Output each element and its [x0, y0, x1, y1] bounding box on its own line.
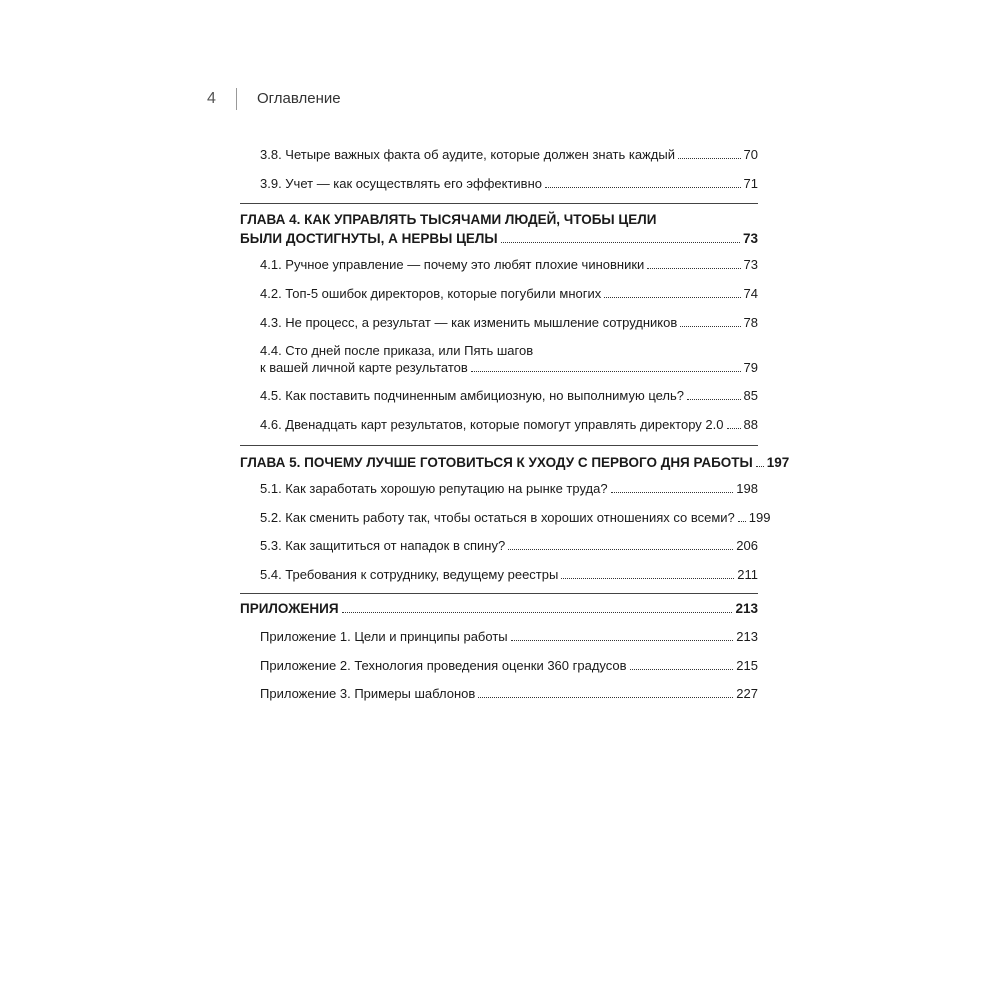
toc-entry-3-8[interactable]	[260, 147, 758, 162]
toc-entry-4-1[interactable]	[260, 257, 758, 272]
toc-entry-5-2[interactable]	[260, 510, 771, 525]
toc-appendix-3[interactable]	[260, 686, 758, 701]
toc-entry-5-1[interactable]	[260, 481, 758, 496]
toc-entry-page: 71	[743, 176, 758, 191]
toc-entry-text: 4.6. Двенадцать карт результатов, которые помогут управлять директору 2.0	[260, 417, 724, 432]
toc-entry-page: 70	[743, 147, 758, 162]
section-divider	[240, 445, 758, 446]
appendix-title: ПРИЛОЖЕНИЯ	[240, 601, 339, 616]
dot-leader	[561, 578, 734, 579]
dot-leader	[738, 521, 746, 522]
dot-leader	[680, 326, 740, 327]
dot-leader	[604, 297, 740, 298]
chapter-page: 73	[742, 231, 758, 246]
dot-leader	[611, 492, 734, 493]
page-number: 4	[207, 90, 216, 107]
dot-leader	[727, 428, 741, 429]
toc-entry-page: 211	[737, 567, 758, 582]
toc-entry-4-6[interactable]	[260, 417, 758, 432]
toc-entry-text: 4.5. Как поставить подчиненным амбициозную, но выполнимую цель?	[260, 388, 685, 403]
toc-entry-4-3[interactable]	[260, 315, 758, 330]
dot-leader	[342, 612, 733, 613]
appendix-page: 213	[735, 601, 758, 616]
section-divider	[240, 593, 758, 594]
chapter-4-title-line1[interactable]: ГЛАВА 4. КАК УПРАВЛЯТЬ ТЫСЯЧАМИ ЛЮДЕЙ, ЧТОБЫ ЦЕЛИ	[240, 212, 657, 227]
dot-leader	[545, 187, 741, 188]
toc-chapter-4[interactable]	[240, 231, 758, 246]
dot-leader	[508, 549, 733, 550]
toc-entry-text: к вашей личной карте результатов	[260, 360, 468, 375]
dot-leader	[756, 466, 764, 467]
chapter-title: ГЛАВА 5. ПОЧЕМУ ЛУЧШЕ ГОТОВИТЬСЯ К УХОДУ С ПЕРВОГО ДНЯ РАБОТЫ	[240, 455, 753, 470]
toc-entry-page: 79	[743, 360, 758, 375]
chapter-title: БЫЛИ ДОСТИГНУТЫ, А НЕРВЫ ЦЕЛЫ	[240, 231, 498, 246]
toc-entry-text: 4.3. Не процесс, а результат — как изменить мышление сотрудников	[260, 315, 678, 330]
toc-entry-page: 213	[736, 629, 758, 644]
toc-appendix[interactable]	[240, 601, 758, 616]
toc-entry-text: 4.2. Топ-5 ошибок директоров, которые погубили многих	[260, 286, 602, 301]
toc-entry-page: 206	[736, 538, 758, 553]
toc-entry-5-3[interactable]	[260, 538, 758, 553]
header-divider	[236, 88, 237, 110]
toc-entry-3-9[interactable]	[260, 176, 758, 191]
toc-entry-text: 5.2. Как сменить работу так, чтобы остаться в хороших отношениях со всеми?	[260, 510, 735, 525]
toc-entry-page: 74	[743, 286, 758, 301]
chapter-page: 197	[766, 455, 790, 470]
toc-entry-text: 4.1. Ручное управление — почему это любят плохие чиновники	[260, 257, 645, 272]
section-divider	[240, 203, 758, 204]
toc-appendix-1[interactable]	[260, 629, 758, 644]
toc-entry-text: 3.8. Четыре важных факта об аудите, которые должен знать каждый	[260, 147, 675, 162]
toc-entry-4-4-line1[interactable]: 4.4. Сто дней после приказа, или Пять шагов	[260, 343, 534, 358]
toc-entry-page: 215	[736, 658, 758, 673]
toc-entry-text: Приложение 2. Технология проведения оценки 360 градусов	[260, 658, 627, 673]
toc-entry-5-4[interactable]	[260, 567, 758, 582]
toc-entry-page: 88	[743, 417, 758, 432]
page-header	[207, 88, 507, 112]
toc-entry-text: Приложение 3. Примеры шаблонов	[260, 686, 476, 701]
toc-entry-4-2[interactable]	[260, 286, 758, 301]
dot-leader	[678, 158, 741, 159]
toc-entry-page: 85	[743, 388, 758, 403]
toc-entry-page: 227	[736, 686, 758, 701]
toc-entry-4-5[interactable]	[260, 388, 758, 403]
toc-entry-page: 199	[748, 510, 771, 525]
toc-entry-page: 78	[743, 315, 758, 330]
dot-leader	[630, 669, 734, 670]
dot-leader	[511, 640, 734, 641]
toc-entry-page: 73	[743, 257, 758, 272]
toc-chapter-5[interactable]	[240, 455, 790, 470]
toc-entry-text: 3.9. Учет — как осуществлять его эффективно	[260, 176, 542, 191]
toc-entry-text: 5.4. Требования к сотруднику, ведущему реестры	[260, 567, 559, 582]
dot-leader	[647, 268, 740, 269]
toc-appendix-2[interactable]	[260, 658, 758, 673]
toc-entry-4-4[interactable]	[260, 360, 758, 375]
dot-leader	[471, 371, 741, 372]
running-title: Оглавление	[257, 90, 341, 107]
toc-entry-text: 5.1. Как заработать хорошую репутацию на рынке труда?	[260, 481, 608, 496]
dot-leader	[501, 242, 740, 243]
dot-leader	[478, 697, 733, 698]
toc-entry-text: Приложение 1. Цели и принципы работы	[260, 629, 508, 644]
dot-leader	[687, 399, 741, 400]
toc-entry-text: 5.3. Как защититься от нападок в спину?	[260, 538, 506, 553]
toc-entry-page: 198	[736, 481, 758, 496]
